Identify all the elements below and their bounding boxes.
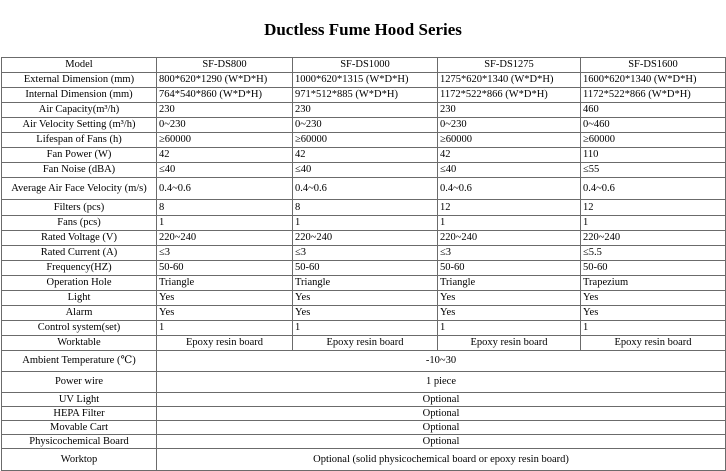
row-label: UV Light	[2, 393, 157, 407]
table-cell: Triangle	[293, 276, 438, 291]
table-cell: Trapezium	[581, 276, 726, 291]
spanned-value: Optional	[157, 407, 726, 421]
table-cell: Triangle	[438, 276, 581, 291]
table-cell: 1	[438, 321, 581, 336]
table-cell: 1275*620*1340 (W*D*H)	[438, 73, 581, 88]
row-label: Physicochemical Board	[2, 435, 157, 449]
table-row	[2, 133, 726, 148]
table-cell: ≤40	[438, 163, 581, 178]
table-cell: 971*512*885 (W*D*H)	[293, 88, 438, 103]
table-row	[2, 372, 726, 393]
row-label: Light	[2, 291, 157, 306]
table-cell: Yes	[293, 306, 438, 321]
table-cell: 8	[293, 200, 438, 216]
table-cell: 1172*522*866 (W*D*H)	[438, 88, 581, 103]
table-row	[2, 216, 726, 231]
table-row	[2, 435, 726, 449]
table-cell: Yes	[581, 291, 726, 306]
page-title: Ductless Fume Hood Series	[264, 20, 462, 39]
table-row	[2, 407, 726, 421]
table-cell: 230	[293, 103, 438, 118]
row-label: Ambient Temperature (℃)	[2, 351, 157, 372]
table-cell: Yes	[438, 291, 581, 306]
spanned-value: Optional	[157, 435, 726, 449]
table-cell: ≤55	[581, 163, 726, 178]
spec-table-body	[2, 58, 726, 471]
table-cell: SF-DS1600	[581, 58, 726, 73]
table-cell: ≥60000	[581, 133, 726, 148]
spanned-value: Optional (solid physicochemical board or epoxy resin board)	[157, 449, 726, 471]
table-cell: 42	[157, 148, 293, 163]
row-label: Air Capacity(m³/h)	[2, 103, 157, 118]
table-cell: Yes	[293, 291, 438, 306]
row-label: Model	[2, 58, 157, 73]
table-cell: Triangle	[157, 276, 293, 291]
table-cell: 12	[438, 200, 581, 216]
row-label: Rated Current (A)	[2, 246, 157, 261]
spec-table	[1, 57, 726, 471]
table-cell: 8	[157, 200, 293, 216]
row-label: Frequency(HZ)	[2, 261, 157, 276]
table-cell: Yes	[157, 291, 293, 306]
row-label: Operation Hole	[2, 276, 157, 291]
table-cell: 0.4~0.6	[157, 178, 293, 200]
table-cell: 220~240	[293, 231, 438, 246]
table-cell: ≥60000	[438, 133, 581, 148]
table-cell: ≤3	[438, 246, 581, 261]
table-cell: ≤40	[293, 163, 438, 178]
table-cell: 1600*620*1340 (W*D*H)	[581, 73, 726, 88]
table-cell: SF-DS1000	[293, 58, 438, 73]
table-cell: ≤3	[293, 246, 438, 261]
table-cell: ≤40	[157, 163, 293, 178]
table-cell: 50-60	[293, 261, 438, 276]
table-row	[2, 148, 726, 163]
spanned-value: Optional	[157, 421, 726, 435]
table-cell: 230	[157, 103, 293, 118]
table-row	[2, 421, 726, 435]
table-cell: 1	[157, 216, 293, 231]
table-row	[2, 200, 726, 216]
table-row	[2, 73, 726, 88]
row-label: Alarm	[2, 306, 157, 321]
table-cell: ≤5.5	[581, 246, 726, 261]
spanned-value: 1 piece	[157, 372, 726, 393]
table-cell: SF-DS1275	[438, 58, 581, 73]
table-row	[2, 103, 726, 118]
table-cell: 0~230	[157, 118, 293, 133]
table-cell: 1000*620*1315 (W*D*H)	[293, 73, 438, 88]
row-label: Lifespan of Fans (h)	[2, 133, 157, 148]
row-label: Rated Voltage (V)	[2, 231, 157, 246]
row-label: Average Air Face Velocity (m/s)	[2, 178, 157, 200]
table-cell: 220~240	[438, 231, 581, 246]
table-cell: 230	[438, 103, 581, 118]
table-cell: 50-60	[157, 261, 293, 276]
row-label: Internal Dimension (mm)	[2, 88, 157, 103]
table-row	[2, 306, 726, 321]
row-label: External Dimension (mm)	[2, 73, 157, 88]
table-row	[2, 163, 726, 178]
table-row	[2, 393, 726, 407]
table-cell: Epoxy resin board	[438, 336, 581, 351]
table-cell: 1	[581, 321, 726, 336]
table-cell: Yes	[157, 306, 293, 321]
table-cell: 50-60	[438, 261, 581, 276]
table-cell: 800*620*1290 (W*D*H)	[157, 73, 293, 88]
table-cell: Yes	[581, 306, 726, 321]
table-cell: 1	[581, 216, 726, 231]
row-label: Fan Noise (dBA)	[2, 163, 157, 178]
table-cell: 42	[293, 148, 438, 163]
spanned-value: -10~30	[157, 351, 726, 372]
table-cell: 0~460	[581, 118, 726, 133]
table-cell: ≥60000	[157, 133, 293, 148]
table-cell: 1	[293, 321, 438, 336]
table-cell: 110	[581, 148, 726, 163]
table-cell: 1	[293, 216, 438, 231]
row-label: Worktop	[2, 449, 157, 471]
table-row	[2, 231, 726, 246]
row-label: Fan Power (W)	[2, 148, 157, 163]
table-cell: Yes	[438, 306, 581, 321]
table-row	[2, 58, 726, 73]
table-row	[2, 449, 726, 471]
table-cell: Epoxy resin board	[581, 336, 726, 351]
table-cell: Epoxy resin board	[293, 336, 438, 351]
spanned-value: Optional	[157, 393, 726, 407]
table-cell: 1	[157, 321, 293, 336]
table-cell: 1172*522*866 (W*D*H)	[581, 88, 726, 103]
table-cell: Epoxy resin board	[157, 336, 293, 351]
table-cell: 42	[438, 148, 581, 163]
table-cell: SF-DS800	[157, 58, 293, 73]
table-row	[2, 246, 726, 261]
table-cell: 0~230	[438, 118, 581, 133]
row-label: Movable Cart	[2, 421, 157, 435]
row-label: Air Velocity Setting (m³/h)	[2, 118, 157, 133]
table-cell: 764*540*860 (W*D*H)	[157, 88, 293, 103]
row-label: Filters (pcs)	[2, 200, 157, 216]
table-cell: 0.4~0.6	[438, 178, 581, 200]
table-row	[2, 178, 726, 200]
table-cell: 460	[581, 103, 726, 118]
table-cell: ≤3	[157, 246, 293, 261]
row-label: Fans (pcs)	[2, 216, 157, 231]
table-cell: 220~240	[157, 231, 293, 246]
row-label: Worktable	[2, 336, 157, 351]
table-cell: 12	[581, 200, 726, 216]
table-row	[2, 351, 726, 372]
table-cell: 0.4~0.6	[581, 178, 726, 200]
table-row	[2, 261, 726, 276]
table-cell: 0~230	[293, 118, 438, 133]
table-cell: 50-60	[581, 261, 726, 276]
table-cell: 0.4~0.6	[293, 178, 438, 200]
table-row	[2, 276, 726, 291]
table-row	[2, 88, 726, 103]
row-label: HEPA Filter	[2, 407, 157, 421]
row-label: Power wire	[2, 372, 157, 393]
row-label: Control system(set)	[2, 321, 157, 336]
table-cell: 1	[438, 216, 581, 231]
table-cell: ≥60000	[293, 133, 438, 148]
table-row	[2, 321, 726, 336]
table-row	[2, 336, 726, 351]
table-row	[2, 118, 726, 133]
table-row	[2, 291, 726, 306]
table-cell: 220~240	[581, 231, 726, 246]
